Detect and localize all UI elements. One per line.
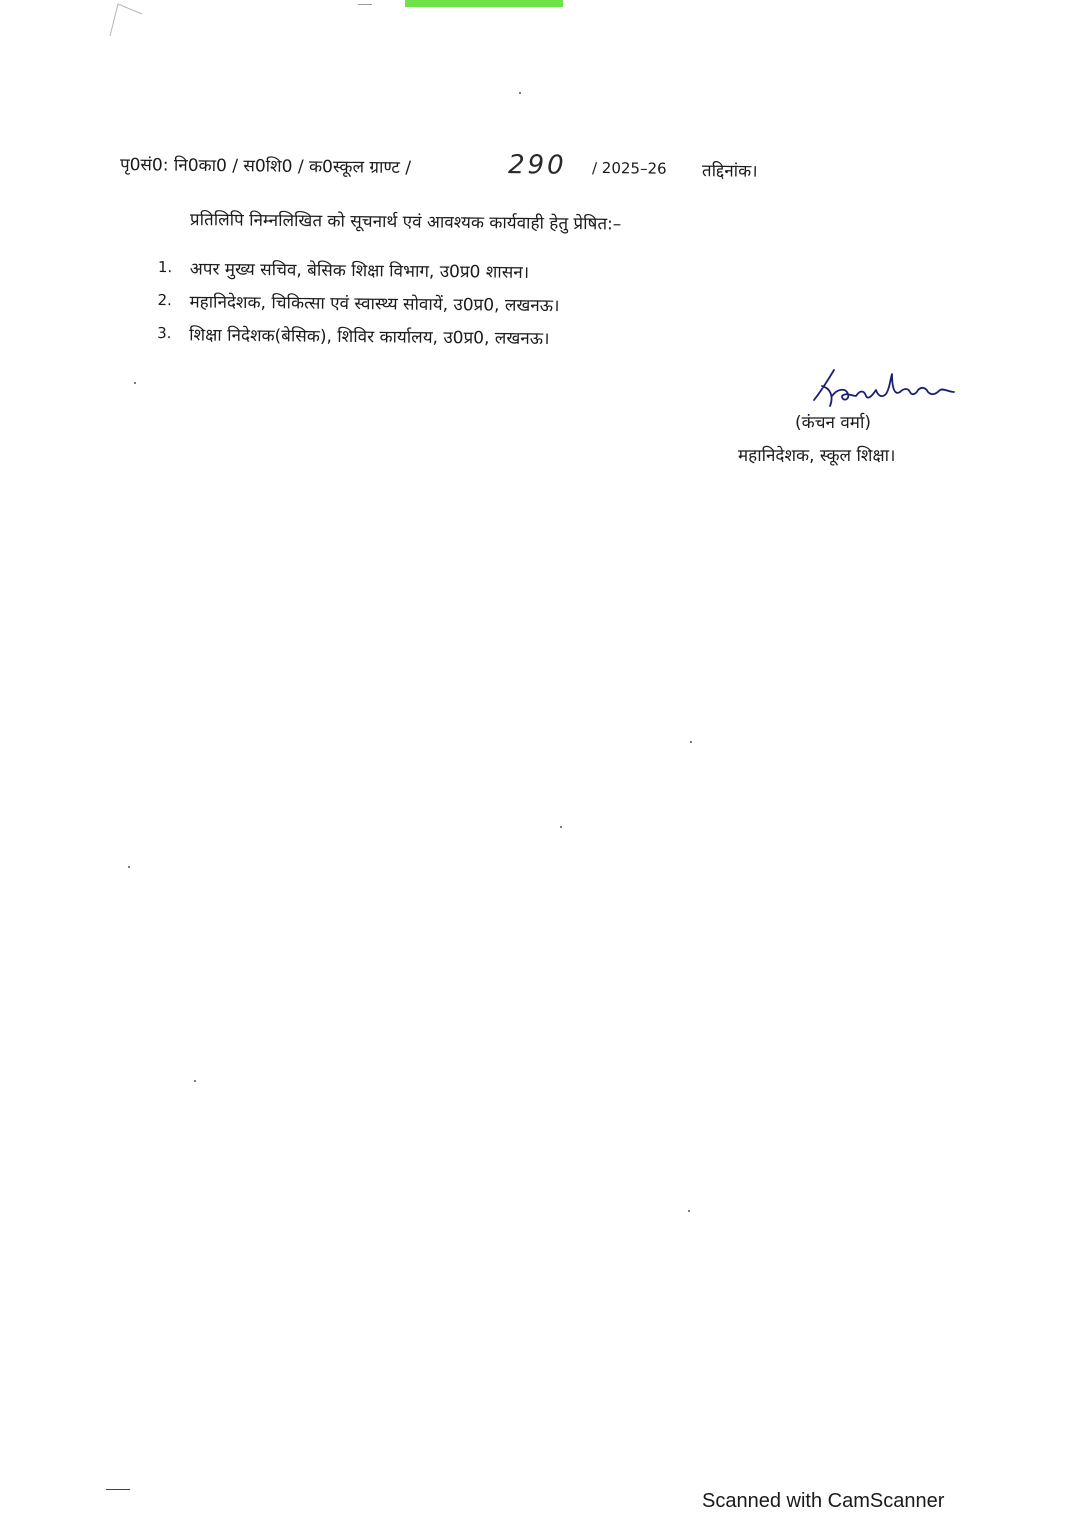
recipient-text: शिक्षा निदेशक(बेसिक), शिविर कार्यालय, उ0प्र0, लखनऊ। bbox=[189, 325, 550, 350]
recipient-number: 3. bbox=[157, 323, 172, 343]
handwritten-signature bbox=[808, 366, 968, 410]
scan-speck bbox=[134, 382, 136, 384]
scan-speck bbox=[128, 866, 130, 868]
scan-speck bbox=[194, 1080, 196, 1082]
scanner-watermark: Scanned with CamScanner bbox=[702, 1490, 945, 1512]
scan-dash bbox=[106, 1489, 130, 1490]
recipient-text: अपर मुख्य सचिव, बेसिक शिक्षा विभाग, उ0प्र0 शासन। bbox=[189, 259, 530, 283]
scan-edge-strip bbox=[405, 0, 563, 7]
reference-year: / 2025–26 bbox=[591, 158, 667, 178]
recipient-number: 2. bbox=[157, 290, 172, 310]
scan-speck bbox=[560, 826, 562, 828]
signatory-name: (कंचन वर्मा) bbox=[795, 413, 871, 433]
list-item bbox=[157, 322, 717, 361]
signatory-designation: महानिदेशक, स्कूल शिक्षा। bbox=[738, 446, 896, 466]
letter-reference-line bbox=[120, 146, 840, 194]
reference-date: तद्दिनांक। bbox=[701, 161, 758, 182]
reference-prefix: पृ0सं0: नि0का0 / स0शि0 / क0स्कूल ग्राण्ट / bbox=[119, 155, 412, 179]
folded-corner-mark bbox=[108, 2, 148, 36]
reference-number: 290 bbox=[507, 150, 567, 181]
copy-forward-intro: प्रतिलिपि निम्नलिखित को सूचनार्थ एवं आवश्यक कार्यवाही हेतु प्रेषित:– bbox=[189, 210, 622, 235]
scan-dash bbox=[358, 4, 372, 5]
recipient-text: महानिदेशक, चिकित्सा एवं स्वास्थ्य सोवायें, उ0प्र0, लखनऊ। bbox=[189, 292, 560, 317]
scan-speck bbox=[688, 1210, 690, 1212]
recipient-number: 1. bbox=[157, 257, 173, 277]
scan-speck bbox=[519, 92, 521, 94]
scan-speck bbox=[690, 741, 692, 743]
recipient-list bbox=[157, 256, 718, 361]
